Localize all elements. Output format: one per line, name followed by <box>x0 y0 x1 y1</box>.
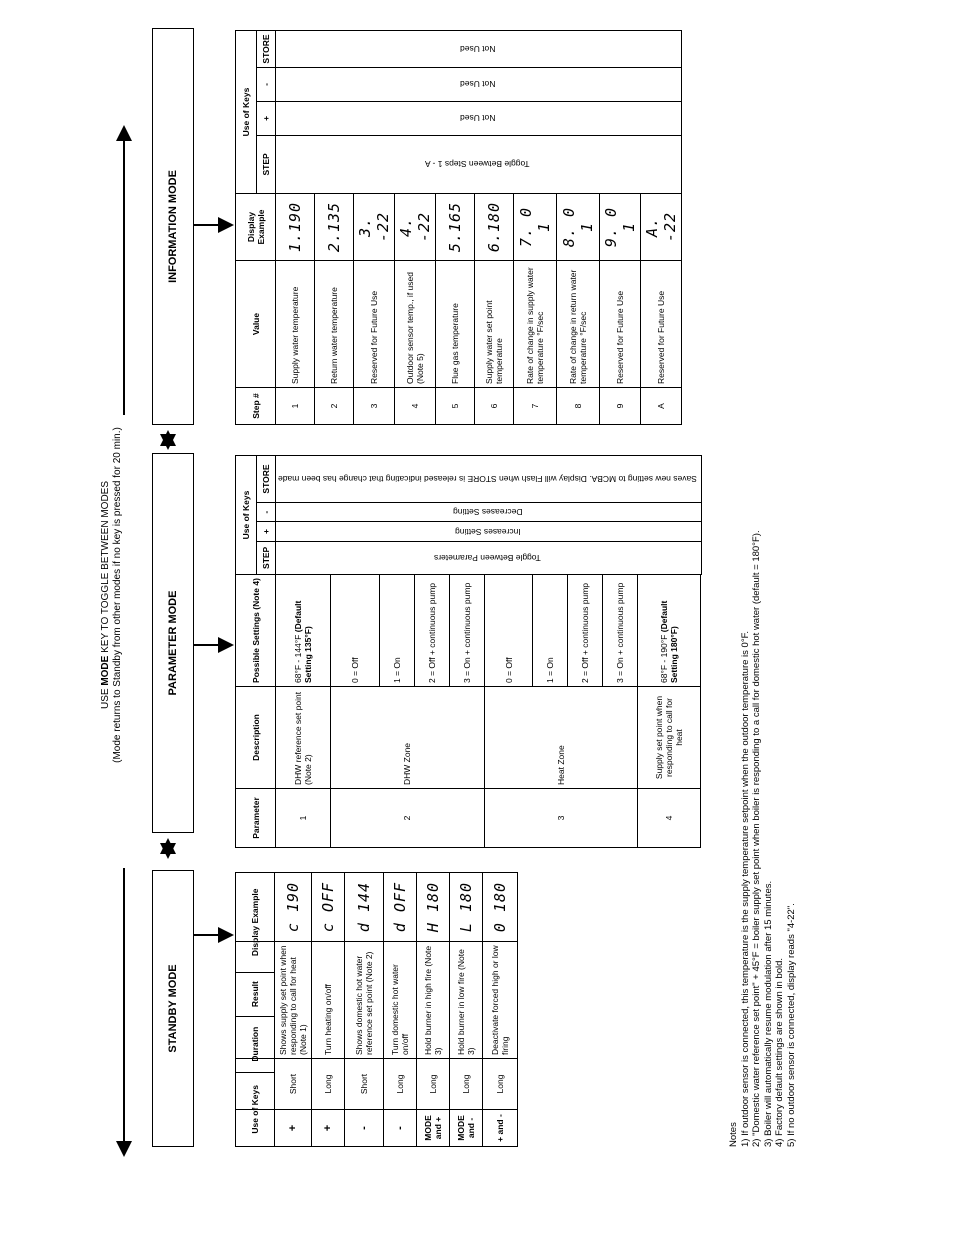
table-row: - Short Shows domestic hot water reference set point (Note 2) d 144 <box>345 873 384 1147</box>
info-step-use: Toggle Between Steps 1 - A <box>276 135 682 193</box>
param-header-use-of-keys: Use of Keys <box>236 456 257 575</box>
notes-section <box>728 147 797 1147</box>
table-row: 4 Supply set point when responding to call for heat 68°F - 190°F (Default Setting 180°F) <box>638 456 701 848</box>
note-item: 4) Factory default settings are shown in bold. <box>774 957 785 1147</box>
standby-mode-box: STANDBY MODE <box>152 870 194 1147</box>
display-example: 2.135 <box>315 194 354 261</box>
info-header-use-of-keys: Use of Keys <box>236 31 257 194</box>
param-header-parameter: Parameter <box>236 789 276 848</box>
param-plus-use: Increases Setting <box>276 522 702 541</box>
display-example: L 180 <box>450 873 483 942</box>
param-step-use: Toggle Between Parameters <box>276 541 702 574</box>
notes-title: Notes <box>728 1122 739 1147</box>
table-row: 5 Flue gas temperature 5.165 <box>436 31 475 425</box>
table-row: 8 Rate of change in return water temperature °F/sec 8. 0 1 <box>557 31 600 425</box>
standby-header-keys: Use of Keys <box>236 1072 275 1146</box>
display-example: 1.190 <box>276 194 315 261</box>
table-row: 1 DHW reference set point (Note 2) 68°F - 144°F (Default Setting 135°F) Toggle Between Parameters Increases Setting Decreases Setting Saves new setting to MCBA. Display will Flash when STORE is released indicating that change has been made <box>276 456 331 848</box>
information-mode-box: INFORMATION MODE <box>152 28 194 425</box>
table-row: 3 Reserved for Future Use 3. -22 <box>354 31 395 425</box>
display-example: c 190 <box>275 873 312 942</box>
table-row: MODE and + Long Hold burner in high fire (Note 3) H 180 <box>417 873 450 1147</box>
table-row: 4 Outdoor sensor temp., if used (Note 5) 4. -22 <box>395 31 436 425</box>
table-row: - Long Turn domestic hot water on/off d OFF <box>384 873 417 1147</box>
display-example: 7. 0 1 <box>514 194 557 261</box>
table-row: 2 DHW Zone 0 = Off <box>331 456 380 848</box>
standby-table-body <box>235 872 518 1147</box>
display-example: 5.165 <box>436 194 475 261</box>
display-example: 8. 0 1 <box>557 194 600 261</box>
display-example: H 180 <box>417 873 450 942</box>
parameter-table: Parameter Description Possible Settings (Note 4) Use of Keys STEP + - STORE 1 DHW reference set point (Note 2) 68°F - 144°F (Default Setting 135°F) Toggle Between Parameters Increases Setting Decreases Setting Saves new setting to MCBA. Display will Flash when STORE is released indicating that change has been made 2 DHW Zone 0 = Off 1 = On 2 = Off + continuous pump 3 = On + continuous pump 3 Heat Zone 0 = Off 1 = On 2 = Off + continuous pump 3 = On + continuous pump 4 Supply set point when responding to call for heat 68°F - 190°F (Default Setting 180°F) <box>235 455 702 848</box>
standby-header-display: Display Example <box>236 873 275 973</box>
display-example: d OFF <box>384 873 417 942</box>
parameter-mode-box: PARAMETER MODE <box>152 453 194 833</box>
display-example: c OFF <box>312 873 345 942</box>
table-row: 6 Supply water set point temperature 6.180 <box>475 31 514 425</box>
table-row: 7 Rate of change in supply water temperature °F/sec 7. 0 1 <box>514 31 557 425</box>
display-example: d 144 <box>345 873 384 942</box>
standby-header-result: Result <box>236 972 275 1016</box>
display-example: 3. -22 <box>354 194 395 261</box>
standby-header-duration: Duration <box>236 1016 275 1072</box>
mode-return-note: (Mode returns to Standby from other modes if no key is pressed for 20 min.) <box>112 427 123 763</box>
param-store-use: Saves new setting to MCBA. Display will Flash when STORE is released indicating that change has been made <box>276 456 702 503</box>
note-item: 2) "Domestic water reference set point" + 45°F = boiler supply set point when boiler is responding to a call for domestic hot water (default = 180°F). <box>751 530 762 1147</box>
table-row: + Long Turn heating on/off c OFF <box>312 873 345 1147</box>
note-item: 3) Boiler will automatically resume modulation after 15 minutes. <box>762 880 774 1147</box>
param-header-description: Description <box>236 687 276 789</box>
table-row: + and - Long Deactivate forced high or low firing 0 180 <box>483 873 518 1147</box>
note-item: 1) If outdoor sensor is connected, this temperature is the supply temperature setpoint when the outdoor temperature is 0°F. <box>739 630 751 1147</box>
param-header-settings: Possible Settings (Note 4) <box>236 575 276 687</box>
param-minus-use: Decreases Setting <box>276 503 702 522</box>
table-row: 1 Supply water temperature 1.190 Toggle Between Steps 1 - A Not Used Not Used Not Used <box>276 31 315 425</box>
display-example: 6.180 <box>475 194 514 261</box>
info-plus-use: Not Used <box>276 101 682 135</box>
table-row: 2 Return water temperature 2.135 <box>315 31 354 425</box>
info-header-value: Value <box>236 261 276 388</box>
note-item: 5) If no outdoor sensor is connected, display reads "4-22". <box>785 903 797 1147</box>
table-row: + Short Shows supply set point when responding to call for heat (Note 1) c 190 <box>275 873 312 1147</box>
info-header-display: Display Example <box>236 194 276 261</box>
info-header-step: Step # <box>236 388 276 425</box>
table-row: MODE and - Long Hold burner in low fire (Note 3) L 180 <box>450 873 483 1147</box>
display-example: 9. 0 1 <box>600 194 641 261</box>
table-row: 9 Reserved for Future Use 9. 0 1 <box>600 31 641 425</box>
info-store-use: Not Used <box>276 31 682 68</box>
display-example: A. -22 <box>641 194 682 261</box>
display-example: 4. -22 <box>395 194 436 261</box>
table-row: A Reserved for Future Use A. -22 <box>641 31 682 425</box>
information-table: Step # Value Display Example Use of Keys STEP + - STORE 1 Supply water temperature 1.190 Toggle Between Steps 1 - A Not Used Not Used Not Used 2 Return water temperature 2.135 3 Reserved for Future Use 3. -22 4 Outdoor sensor temp., if used (Note 5) 4. -22 5 Flue gas temperature 5.165 6 Supply water set point temperature 6.180 7 Rate of change in supply water temperature °F/sec 7. 0 1 8 Rate of change in return water temperature °F/sec 8. 0 1 9 Reserved for Future Use 9. 0 1 A Reserved for Future Use A. -22 <box>235 30 682 425</box>
mode-toggle-instruction: USE MODE KEY TO TOGGLE BETWEEN MODES (Mode returns to Standby from other modes if no key is pressed for 20 min.) <box>100 335 124 855</box>
table-row: 3 Heat Zone 0 = Off <box>484 456 533 848</box>
info-minus-use: Not Used <box>276 68 682 102</box>
display-example: 0 180 <box>483 873 518 942</box>
